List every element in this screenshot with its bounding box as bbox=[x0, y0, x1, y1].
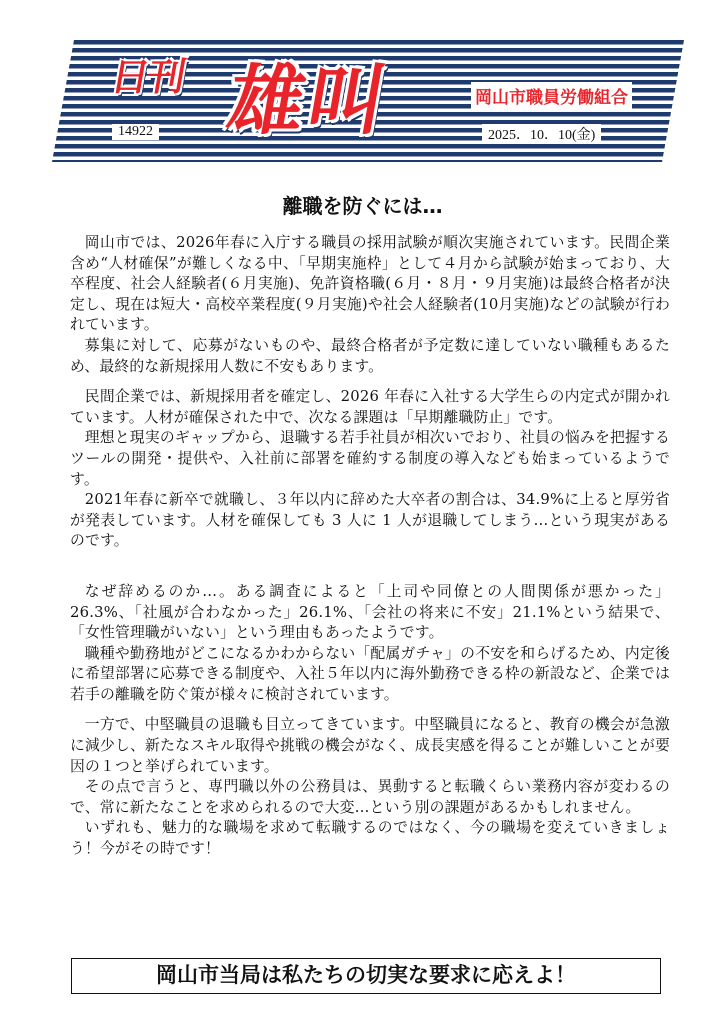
paragraph: その点で言うと、専門職以外の公務員は、異動すると転職くらい業務内容が変わるので、常に新たなことを求められるので大変…という別の課題があるかもしれません。 bbox=[70, 778, 670, 816]
paragraph: 募集に対して、応募がないものや、最終合格者が予定数に達していない職種もあるため、最終的な新規採用人数に不安もあります。 bbox=[70, 336, 670, 375]
masthead-title: 雄叫 bbox=[221, 56, 397, 145]
masthead-title-small: 日刊 bbox=[107, 55, 188, 99]
paragraph: 職種や勤務地がどこになるかわからない「配属ガチャ」の不安を和らげるため、内定後に希望部署に応募できる制度や、入社５年以内に海外勤務できる枠の新設など、企業では若手の離職を防ぐ策が様々に検討されています。 bbox=[70, 644, 670, 703]
slogan-box: 岡山市当局は私たちの切実な要求に応えよ！ bbox=[71, 958, 661, 994]
paragraph: 理想と現実のギャップから、退職する若手社員が相次いでおり、社員の悩みを把握するツールの開発・提供や、入社前に部署を確約する制度の導入なども始まっているようです。 bbox=[70, 429, 670, 488]
paragraph-spacer bbox=[70, 552, 670, 582]
paragraph: 2021年春に新卒で就職し、３年以内に辞めた大卒者の割合は、34.9%に上ると厚労省が発表しています。人材を確保しても 3 人に 1 人が退職してしまう…という現実があるのです。 bbox=[70, 491, 670, 550]
paragraph-spacer bbox=[70, 377, 670, 387]
article-headline: 離職を防ぐには… bbox=[282, 194, 443, 218]
masthead bbox=[52, 40, 684, 162]
paragraph: いずれも、魅力的な職場を求めて転職するのではなく、今の職場を変えていきましょう！今がその時です！ bbox=[70, 819, 670, 858]
article-body bbox=[70, 233, 670, 860]
paragraph: 民間企業では、新規採用者を確定し、2026 年春に入社する大学生らの内定式が開かれています。人材が確保された中で、次なる課題は「早期離職防止」です。 bbox=[70, 388, 670, 426]
issue-date: 2025．10．10(金) bbox=[482, 124, 601, 144]
paragraph: なぜ辞めるのか…。ある調査によると「上司や同僚との人間関係が悪かった」26.3%、「社風が合わなかった」26.1%、「会社の将来に不安」21.1%という結果で、「女性管理職がいない」という理由もあったようです。 bbox=[70, 582, 670, 642]
paragraph: 一方で、中堅職員の退職も目立ってきています。中堅職員になると、教育の機会が急激に減少し、新たなスキル取得や挑戦の機会がなく、成長実感を得ることが難しいことが要因の１つと挙げられています。 bbox=[70, 716, 670, 775]
paragraph-spacer bbox=[70, 705, 670, 715]
masthead-organization: 岡山市職員労働組合 bbox=[471, 82, 632, 109]
paragraph: 岡山市では、2026年春に入庁する職員の採用試験が順次実施されています。民間企業含め“人材確保”が難しくなる中、「早期実施枠」として４月から試験が始まっており、大卒程度、社会人経験者(６月実施)、免許資格職(６月・８月・９月実施)は最終合格者が決定し、現在は短大・高校卒業程度(９月実施)や社会人経験者(10月実施)などの試験が行われています。 bbox=[70, 234, 670, 334]
issue-number: 14922 bbox=[112, 124, 159, 140]
